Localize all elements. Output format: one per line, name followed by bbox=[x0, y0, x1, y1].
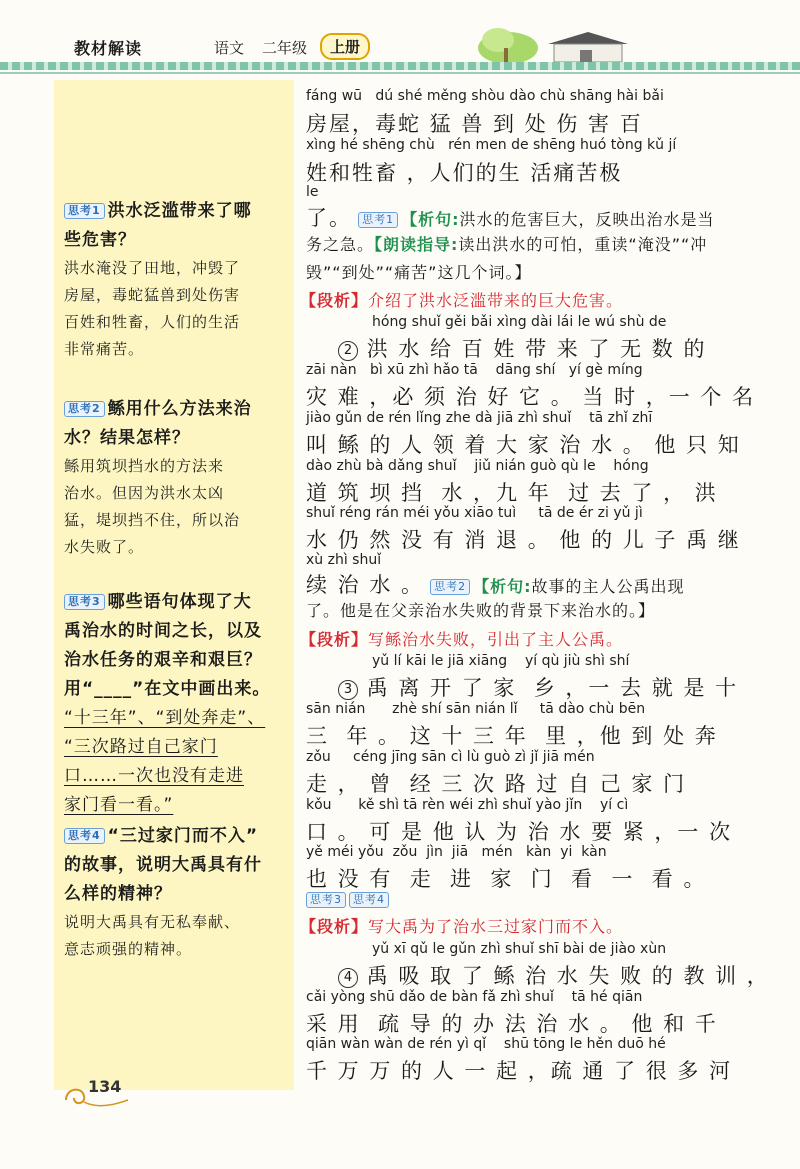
think-ref-tag: 思考1 bbox=[358, 212, 398, 228]
pinyin-line: shuǐ réng rán méi yǒu xiāo tuì tā de ér zi yǔ jì bbox=[306, 505, 643, 521]
pinyin-line: sān nián zhè shí sān nián lǐ tā dào chù bēn bbox=[306, 701, 646, 717]
paragraph-analysis-3: 【段析】写大禹为了治水三过家门而不入。 bbox=[300, 917, 624, 936]
text-line: 三 年 。 这 十 三 年 里 ，他 到 处 奔 bbox=[306, 724, 718, 748]
text-line: 也 没 有 走 进 家 门 看 一 看 。 bbox=[306, 867, 707, 891]
text-line: 姓和牲畜 ，人们的生 活痛苦极 bbox=[306, 161, 623, 185]
annotation-1: 了。 思考1 【析句:洪水的危害巨大，反映出治水是当 bbox=[306, 206, 715, 230]
think-ref-tag: 思考2 bbox=[430, 579, 470, 595]
think-ref-tag: 思考4 bbox=[349, 892, 389, 908]
think-tag-4: 思考4 bbox=[64, 828, 105, 844]
header-divider bbox=[0, 72, 800, 74]
paragraph-number: 4 bbox=[338, 968, 358, 988]
pinyin-line: jiào gǔn de rén lǐng zhe dà jiā zhì shuǐ tā zhǐ zhī bbox=[306, 410, 653, 426]
pinyin-line: zāi nàn bì xū zhì hǎo tā dāng shí yí gè míng bbox=[306, 362, 643, 378]
header-pattern-bar bbox=[0, 62, 800, 70]
annotation-1-cont2: 毁”“到处”“痛苦”这几个词。】 bbox=[306, 263, 532, 282]
text-line: 千 万 万 的 人 一 起 ，疏 通 了 很 多 河 bbox=[306, 1059, 733, 1083]
think-answer-4: 说明大禹具有无私奉献、 意志顽强的精神。 bbox=[64, 913, 241, 958]
think-answer-1: 洪水淹没了田地，冲毁了 房屋，毒蛇猛兽到处伤害 百姓和牲畜，人们的生活 非常痛苦。 bbox=[64, 259, 241, 358]
text-line: 叫 鲧 的 人 领 着 大 家 治 水 。 他 只 知 bbox=[306, 433, 741, 457]
pinyin-line: le bbox=[306, 184, 319, 200]
text-line: 4 禹 吸 取 了 鲧 治 水 失 败 的 教 训 ， bbox=[338, 960, 770, 990]
paragraph-number: 3 bbox=[338, 680, 358, 700]
think-block-1 bbox=[64, 197, 290, 363]
text-line: 灾 难 ，必 须 治 好 它 。 当 时 ，一 个 名 bbox=[306, 385, 756, 409]
think-answer-2: 鲧用筑坝挡水的方法来 治水。但因为洪水太凶 猛，堤坝挡不住，所以治 水失败了。 bbox=[64, 457, 241, 556]
header-subject: 语文 bbox=[214, 39, 245, 57]
text-line: 水 仍 然 没 有 消 退 。 他 的 儿 子 禹 继 bbox=[306, 528, 741, 552]
pinyin-line: hóng shuǐ gěi bǎi xìng dài lái le wú shù de bbox=[372, 314, 667, 330]
pinyin-line: yě méi yǒu zǒu jìn jiā mén kàn yi kàn bbox=[306, 844, 607, 860]
paragraph-analysis-2: 【段析】写鲧治水失败，引出了主人公禹。 bbox=[300, 630, 624, 649]
header-title: 教材解读 bbox=[74, 39, 143, 58]
think-tag-1: 思考1 bbox=[64, 203, 105, 219]
pinyin-line: fáng wū dú shé měng shòu dào chù shāng hài bǎi bbox=[306, 88, 664, 104]
page-number: 134 bbox=[88, 1077, 122, 1096]
pinyin-line: dào zhù bà dǎng shuǐ jiǔ nián guò qù le hóng bbox=[306, 458, 649, 474]
annotation-3 bbox=[306, 890, 392, 909]
think-block-2 bbox=[64, 395, 290, 561]
think-question-4: 思考4 “三过家门而不入” 的故事，说明大禹具有什 么样的精神？ bbox=[64, 826, 262, 904]
pinyin-line: yǔ xī qǔ le gǔn zhì shuǐ shī bài de jiào xùn bbox=[372, 941, 667, 957]
text-line: 3 禹 离 开 了 家 乡 ，一 去 就 是 十 bbox=[338, 672, 738, 702]
annotation-1-cont: 务之急。【朗读指导:读出洪水的可怕，重读“淹没”“冲 bbox=[306, 235, 708, 254]
text-line: 2 洪 水 给 百 姓 带 来 了 无 数 的 bbox=[338, 333, 706, 363]
think-tag-3: 思考3 bbox=[64, 594, 105, 610]
paragraph-analysis-1: 【段析】介绍了洪水泛滥带来的巨大危害。 bbox=[300, 291, 624, 310]
pinyin-line: zǒu céng jīng sān cì lù guò zì jǐ jiā mén bbox=[306, 749, 595, 765]
text-line: 道 筑 坝 挡 水 ，九 年 过 去 了 ， 洪 bbox=[306, 481, 718, 505]
pinyin-line: qiān wàn wàn de rén yì qǐ shū tōng le hěn duō hé bbox=[306, 1036, 666, 1052]
think-answer-3: “十三年”、“到处奔走”、 “三次路过自己家门 口……一次也没有走进 家门看一看。” bbox=[64, 708, 266, 815]
pinyin-line: xìng hé shēng chù rén men de shēng huó tòng kǔ jí bbox=[306, 137, 677, 153]
think-question-1: 思考1 洪水泛滥带来了哪 些危害？ bbox=[64, 201, 252, 250]
header-term-badge: 上册 bbox=[320, 33, 370, 60]
think-tag-2: 思考2 bbox=[64, 401, 105, 417]
text-line: 房屋，毒蛇 猛 兽 到 处 伤 害 百 bbox=[306, 112, 643, 136]
house-tree-illustration-icon bbox=[468, 18, 648, 64]
pinyin-line: yǔ lí kāi le jiā xiāng yí qù jiù shì shí bbox=[372, 653, 630, 669]
page-header bbox=[0, 0, 800, 78]
think-ref-tag: 思考3 bbox=[306, 892, 346, 908]
header-grade: 二年级 bbox=[262, 39, 308, 57]
think-question-2: 思考2 鲧用什么方法来治 水？结果怎样？ bbox=[64, 399, 252, 448]
think-sidebar bbox=[54, 80, 294, 1090]
think-block-4 bbox=[64, 822, 290, 963]
text-line: 采 用 疏 导 的 办 法 治 水 。 他 和 千 bbox=[306, 1012, 718, 1036]
think-block-3 bbox=[64, 588, 290, 820]
pinyin-line: kǒu kě shì tā rèn wéi zhì shuǐ yào jǐn yí cì bbox=[306, 797, 629, 813]
pinyin-line: xù zhì shuǐ bbox=[306, 552, 382, 568]
text-line: 走 ， 曾 经 三 次 路 过 自 己 家 门 bbox=[306, 772, 687, 796]
pinyin-line: cǎi yòng shū dǎo de bàn fǎ zhì shuǐ tā hé qiān bbox=[306, 989, 643, 1005]
text-line: 口 。 可 是 他 认 为 治 水 要 紧 ，一 次 bbox=[306, 820, 733, 844]
annotation-2: 续 治 水 。 思考2 【析句:故事的主人公禹出现 bbox=[306, 573, 685, 597]
paragraph-number: 2 bbox=[338, 341, 358, 361]
annotation-2-cont: 了。他是在父亲治水失败的背景下来治水的。】 bbox=[306, 601, 656, 620]
think-question-3: 思考3 哪些语句体现了大 禹治水的时间之长，以及 治水任务的艰辛和艰巨？ 用“____”在文中画出来。 bbox=[64, 592, 271, 699]
